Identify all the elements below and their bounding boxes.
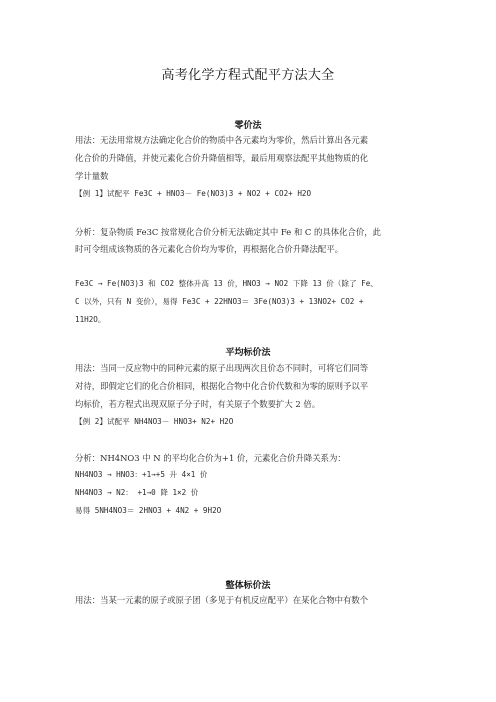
paragraph-line: Fe3C → Fe(NO3)3 和 CO2 整体升高 13 价，HNO3 → NO2 下降 13 价（除了 Fe、 [75,279,378,288]
paragraph-line: 均标价，若方程式出现双原子分子时，有关原子个数要扩大 2 倍。 [75,399,321,409]
paragraph-line: NH4NO3 → N2： +1→0 降 1×2 价 [75,488,199,497]
paragraph-line: 时可令组成该物质的各元素化合价均为零价，再根据化合价升降法配平。 [75,244,343,254]
section-heading-whole-valence: 整体标价法 [225,581,271,591]
paragraph-line: 分析：复杂物质 Fe3C 按常规化合价分析无法确定其中 Fe 和 C 的具体化合价，此 [75,227,381,237]
paragraph-line: C 以外，只有 N 变价），易得 Fe3C + 22HNO3＝ 3Fe(NO3)3 + 13NO2+ CO2 + [75,297,364,306]
example-line: 【例 2】试配平 NH4NO3－ HNO3+ N2+ H2O [75,417,234,426]
page-title: 高考化学方程式配平方法大全 [161,68,335,83]
paragraph-line: 用法：当某一元素的原子或原子团（多见于有机反应配平）在某化合物中有数个 [75,595,369,605]
paragraph-line: 用法：无法用常规方法确定化合价的物质中各元素均为零价，然后计算出各元素 [75,135,369,145]
example-line: 【例 1】试配平 Fe3C + HNO3－ Fe(NO3)3 + NO2 + CO2+ H2O [75,189,312,198]
section-heading-average-valence: 平均标价法 [225,348,271,358]
paragraph-line: 学计量数 [75,171,109,181]
paragraph-line: 化合价的升降值，并使元素化合价升降值相等，最后用观察法配平其他物质的化 [75,153,369,163]
section-heading-zero-valence: 零价法 [234,121,262,131]
paragraph-line: 用法：当同一反应物中的同种元素的原子出现两次且价态不同时，可将它们同等 [75,363,369,373]
paragraph-line: 对待，即假定它们的化合价相同，根据化合物中化合价代数和为零的原则予以平 [75,381,369,391]
paragraph-line: 易得 5NH4NO3＝ 2HNO3 + 4N2 + 9H2O [75,506,222,515]
paragraph-line: NH4NO3 → HNO3：+1→+5 升 4×1 价 [75,470,208,479]
paragraph-line: 分析：NH4NO3 中 N 的平均化合价为+1 价，元素化合价升降关系为： [75,453,346,463]
paragraph-line: 11H2O。 [75,315,106,324]
